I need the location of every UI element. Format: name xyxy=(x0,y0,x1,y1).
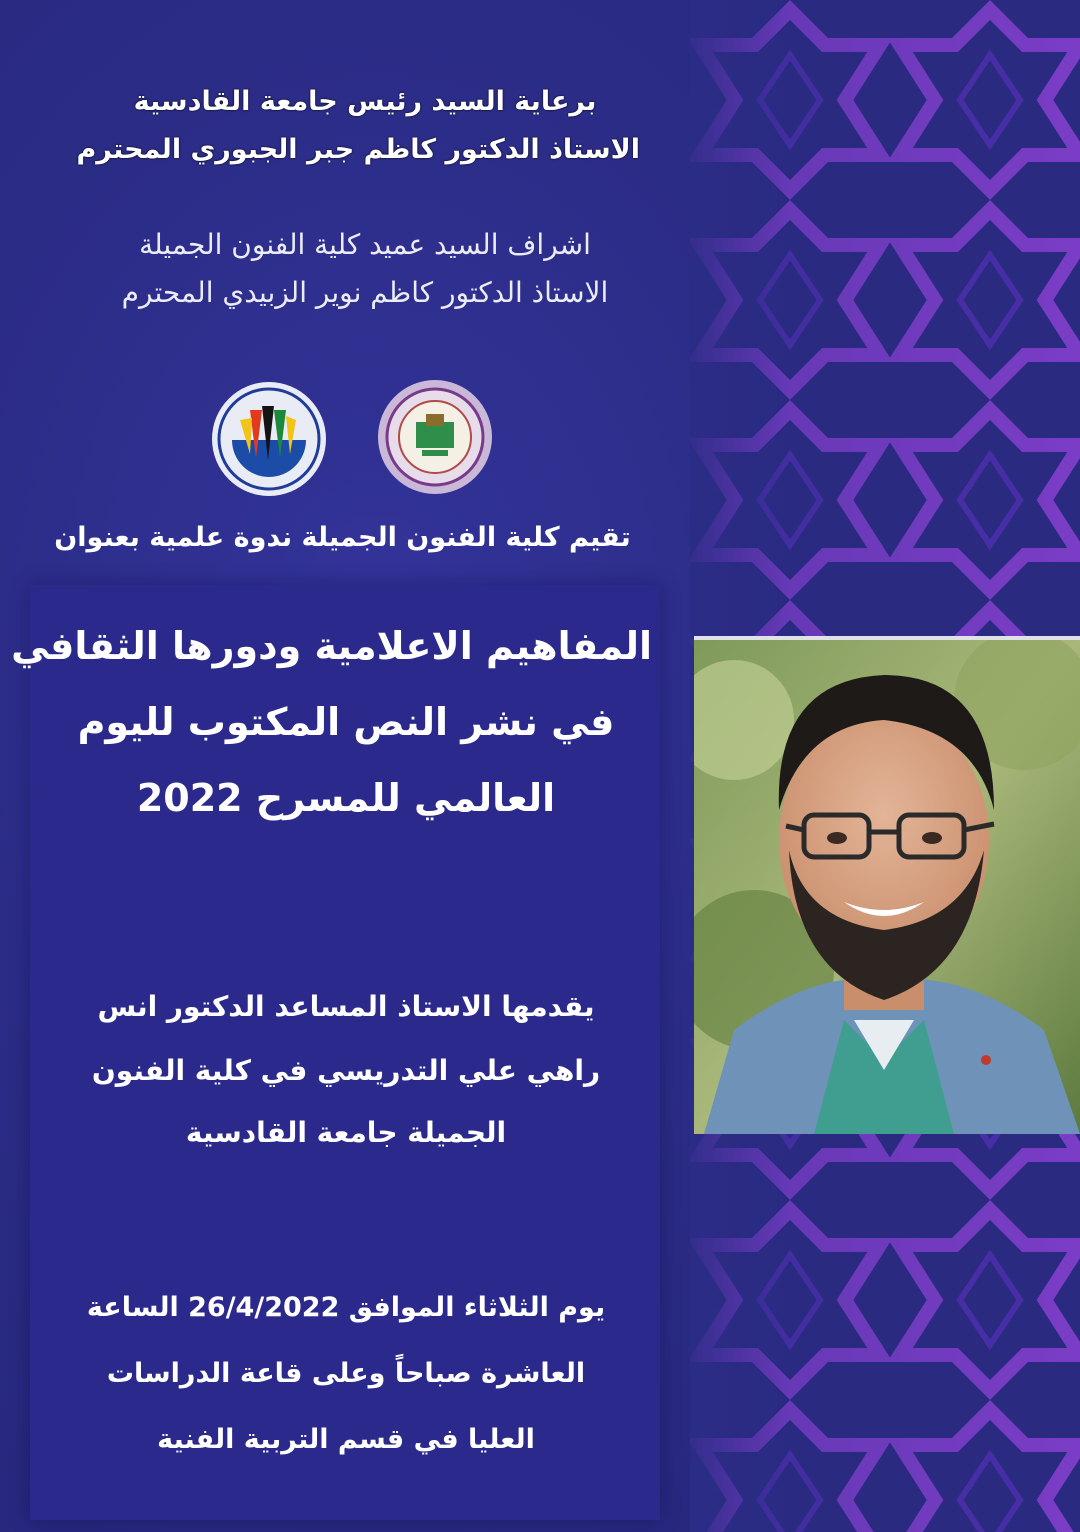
patronage-line-1: برعاية السيد رئيس جامعة القادسية xyxy=(133,86,597,117)
presenter-portrait-icon xyxy=(694,636,1080,1134)
schedule-line-1: يوم الثلاثاء الموافق 26/4/2022 الساعة xyxy=(86,1292,606,1323)
college-of-fine-arts-seal-icon xyxy=(210,380,328,498)
presenter-line-3: الجميلة جامعة القادسية xyxy=(185,1116,507,1149)
schedule-line-2: العاشرة صباحاً وعلى قاعة الدراسات xyxy=(106,1358,586,1389)
schedule-line-3: العليا في قسم التربية الفنية xyxy=(157,1424,535,1455)
event-title-line-3: العالمي للمسرح 2022 xyxy=(136,776,556,820)
presenter-line-1: يقدمها الاستاذ المساعد الدكتور انس xyxy=(97,990,595,1023)
presenter-line-2: راهي علي التدريسي في كلية الفنون xyxy=(91,1054,601,1087)
event-title-line-2: في نشر النص المكتوب لليوم xyxy=(77,700,615,744)
event-title-line-1: المفاهيم الاعلامية ودورها الثقافي xyxy=(11,624,652,668)
patronage-line-2: الاستاذ الدكتور كاظم جبر الجبوري المحترم xyxy=(76,134,640,165)
university-of-qadisiyah-seal-icon xyxy=(376,378,494,496)
supervision-line-1: اشراف السيد عميد كلية الفنون الجميلة xyxy=(139,228,591,261)
supervision-line-2: الاستاذ الدكتور كاظم نوير الزبيدي المحترم xyxy=(121,276,609,309)
intro-line: تقيم كلية الفنون الجميلة ندوة علمية بعنوان xyxy=(54,522,631,553)
